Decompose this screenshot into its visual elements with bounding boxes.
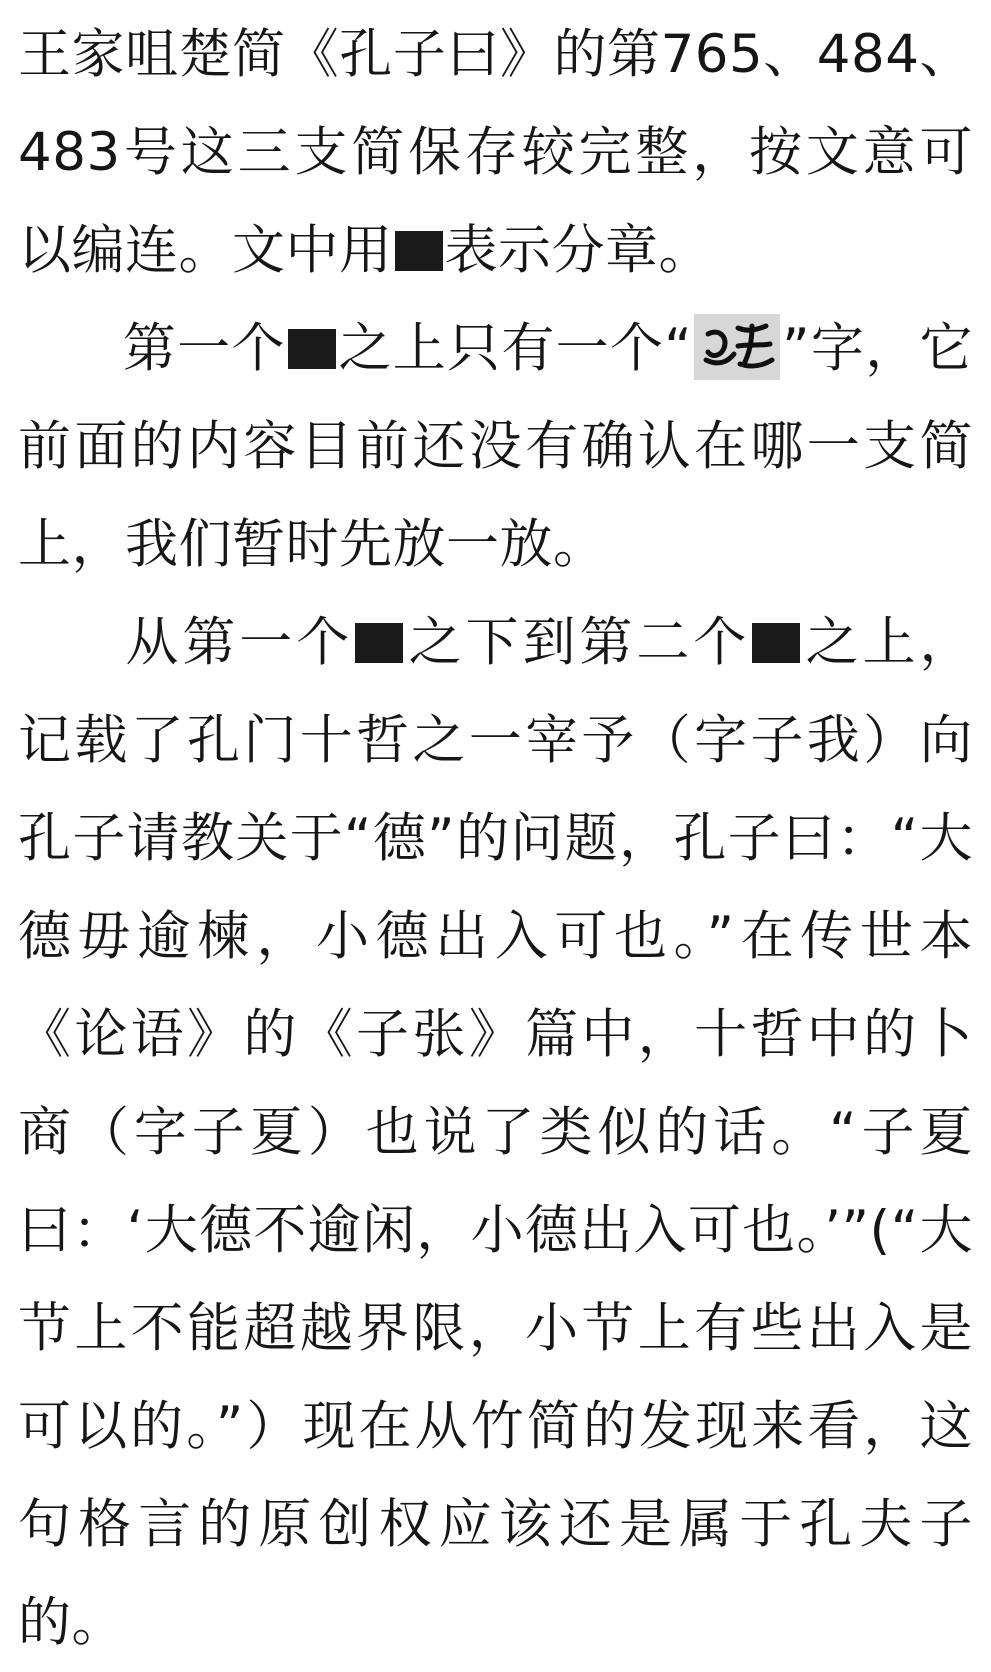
section-divider-block xyxy=(288,329,336,369)
section-divider-block xyxy=(355,623,403,663)
bamboo-slip-character-image xyxy=(694,314,780,380)
text-run: 表示分章。 xyxy=(444,220,712,281)
article-body xyxy=(18,6,973,1672)
text-run: 从第一个 xyxy=(122,612,354,673)
text-run: ”字，它前面的内容目前还没有确认在哪一支简上，我们暂时先放一放。 xyxy=(18,318,973,575)
paragraph xyxy=(18,594,973,1672)
text-run: 之下到第二个 xyxy=(405,612,751,673)
text-run: 之上，记载了孔门十哲之一宰予（字子我）向孔子请教关于“德”的问题，孔子曰：“大德毋逾楝，小德出入可也。”在传世本《论语》的《子张》篇中，十哲中的卜商（字子夏）也说了类似的话。“子夏曰：‘大德不逾闲，小德出入可也。’”(“大节上不能超越界限，小节上有些出入是可以的。”）现在从竹简的发现来看，这句格言的原创权应该还是属于孔夫子的。 xyxy=(18,612,974,1653)
section-divider-block xyxy=(752,623,800,663)
text-run: 之上只有一个“ xyxy=(337,318,693,379)
paragraph xyxy=(18,300,973,594)
paragraph xyxy=(18,6,973,300)
text-run: 王家咀楚简《孔子曰》的第765、484、483号这三支简保存较完整，按文意可以编连。文中用 xyxy=(18,24,973,281)
text-run: 第一个 xyxy=(122,318,286,379)
section-divider-block xyxy=(395,231,443,271)
